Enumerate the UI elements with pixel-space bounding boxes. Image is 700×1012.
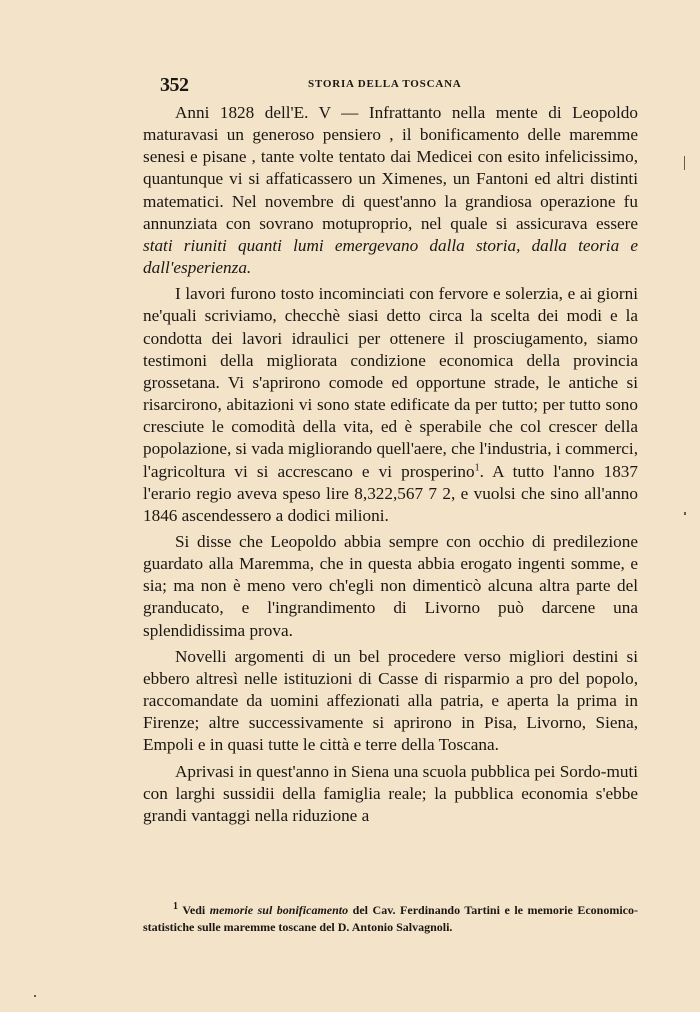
paragraph-5 xyxy=(143,761,638,827)
text-run: Aprivasi in quest'anno in Siena una scuola pubblica pei Sordo-muti con larghi sussidii della famiglia reale; la pubblica economia s'ebbe grandi vantaggi nella riduzione a xyxy=(143,761,638,825)
footnote-reference: 1 xyxy=(474,461,480,473)
text-run: Novelli argomenti di un bel procedere verso migliori destini si ebbero altresì nelle istituzioni di Casse di risparmio a pro del popolo, raccomandate da uomini affezionati alla patria, e aperta la prima in Firenze; altre successivamente si aprirono in Pisa, Livorno, Siena, Empoli e in quasi tutte le città e terre della Toscana. xyxy=(143,646,638,755)
text-run: . A tutto l'anno 1837 l'erario regio aveva speso lire 8,322,567 7 2, e vuolsi che sino all'anno 1846 ascendessero a dodici milioni. xyxy=(143,461,638,525)
italic-text: memorie sul bonificamento xyxy=(209,903,349,917)
paragraph-4 xyxy=(143,646,638,757)
text-run: del Cav. Ferdinando Tartini e le memorie Economico-statistiche sulle maremme toscane del D. Antonio Salvagnoli. xyxy=(143,903,638,934)
text-run: Anni 1828 dell'E. V — Infrattanto nella mente di Leopoldo maturavasi un generoso pensiero , il bonificamento delle maremme senesi e pisane , tante volte tentato dai Medicei con esito infelicissimo, quantunque vi si affaticassero un Ximenes, un Fantoni ed altri distinti matematici. Nel novembre di quest'anno la grandiosa operazione fu annunziata con sovrano motuproprio, nel quale si assicurava essere xyxy=(143,103,638,233)
text-run: I lavori furono tosto incominciati con fervore e solerzia, e ai giorni ne'quali scriviamo, checchè siasi detto circa la scelta dei modi e la condotta dei lavori idraulici per ottenere il prosciugamento, siamo testimoni della migliorata condizione economica della provincia grossetana. Vi s'aprirono comode ed opportune strade, le antiche si risarcirono, abitazioni vi sono state edificate da per tutto; per tutto sono cresciute le comodità della vita, ed è sperabile che col crescer della popolazione, si vada migliorando quell'aere, che l'industria, i commerci, l'agricoltura vi si accrescano e vi prosperino xyxy=(143,284,638,481)
text-run: Si disse che Leopoldo abbia sempre con occhio di predilezione guardato alla Maremma, che in questa abbia erogato ingenti somme, e sia; ma non è meno vero ch'egli non dimenticò alcuna altra parte del granducato, e l'ingrandimento di Livorno può darcene una splendidissima prova. xyxy=(143,531,638,640)
footnote-text xyxy=(143,903,638,934)
body-text xyxy=(143,102,638,831)
paragraph-2 xyxy=(143,283,638,527)
paragraph-1 xyxy=(143,102,638,279)
footnote-marker: 1 xyxy=(173,901,178,912)
page-number: 352 xyxy=(160,74,189,96)
page-header xyxy=(160,74,504,94)
text-run: Vedi xyxy=(182,903,210,917)
footnote xyxy=(143,902,638,936)
margin-mark-2 xyxy=(684,512,686,515)
running-head: STORIA DELLA TOSCANA xyxy=(308,78,462,90)
margin-mark-3 xyxy=(34,995,36,997)
margin-mark-1 xyxy=(684,156,685,170)
paragraph-3 xyxy=(143,531,638,642)
italic-text: stati riuniti quanti lumi emergevano dalla storia, dalla teoria e dall'esperienza. xyxy=(143,235,638,278)
